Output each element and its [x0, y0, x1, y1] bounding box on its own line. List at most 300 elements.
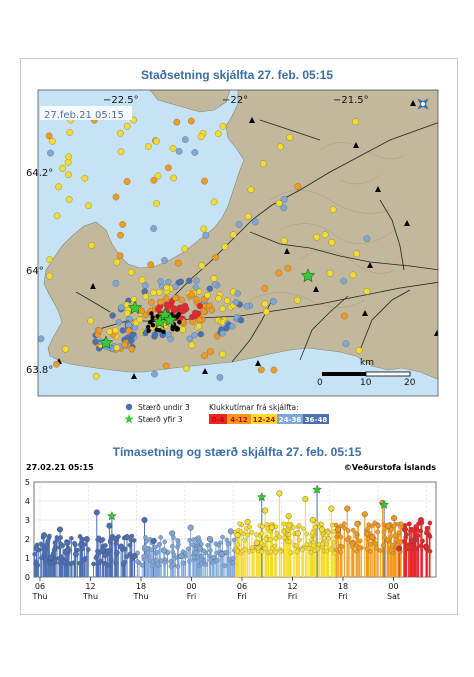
chart-point — [84, 536, 90, 542]
chart-point — [368, 542, 372, 546]
quake-marker — [124, 310, 130, 316]
quake-marker — [277, 144, 283, 150]
quake-marker — [128, 269, 134, 275]
chart-point — [345, 538, 349, 542]
chart-point — [346, 528, 350, 532]
quake-marker — [59, 165, 65, 171]
quake-marker — [148, 262, 154, 268]
quake-marker — [151, 323, 155, 327]
chart-point — [245, 519, 251, 525]
legend-bin-label: 4-12 — [230, 416, 248, 424]
chart-point — [161, 548, 167, 554]
scale-unit: km — [360, 358, 374, 368]
quake-marker — [201, 353, 207, 359]
x-tick-day: Fri — [186, 592, 197, 601]
chart-point — [80, 538, 84, 542]
chart-point — [220, 535, 224, 539]
chart-point — [132, 538, 136, 542]
chart-point — [414, 546, 418, 550]
quake-marker — [356, 347, 362, 353]
quake-marker — [276, 200, 282, 206]
chart-point — [73, 551, 79, 557]
chart-point — [128, 543, 132, 547]
chart-point — [287, 532, 291, 536]
quake-marker — [294, 297, 300, 303]
chart-point — [146, 550, 150, 554]
quake-marker — [146, 325, 150, 329]
quake-marker — [114, 345, 120, 351]
quake-marker — [53, 361, 59, 367]
quake-marker — [176, 148, 182, 154]
quake-marker — [112, 327, 118, 333]
quake-marker — [180, 327, 186, 333]
quake-marker — [164, 285, 170, 291]
chart-point — [188, 538, 192, 542]
quake-marker — [186, 278, 192, 284]
quake-marker — [276, 270, 282, 276]
quake-marker — [209, 307, 215, 313]
legend-size-over: Stærð yfir 3 — [138, 415, 183, 424]
chart-point — [191, 543, 195, 547]
chart-point — [113, 561, 117, 565]
chart-point — [376, 523, 380, 527]
chart-point — [339, 535, 343, 539]
chart-point — [91, 562, 95, 566]
quake-marker — [201, 309, 207, 315]
chart-point — [277, 535, 281, 539]
chart-point — [100, 548, 106, 554]
chart-point — [163, 540, 167, 544]
chart-point — [235, 549, 239, 553]
quake-marker — [165, 165, 171, 171]
chart-point — [366, 527, 370, 531]
chart-point — [55, 538, 59, 542]
chart-point — [340, 544, 344, 548]
chart-point — [199, 558, 203, 562]
chart-point — [199, 562, 203, 566]
chart-point — [114, 542, 118, 546]
chart-point — [310, 517, 316, 523]
chart-point — [354, 521, 360, 527]
chart-point — [391, 543, 395, 547]
quake-marker — [248, 187, 254, 193]
chart-point — [332, 540, 336, 544]
chart-point — [310, 531, 314, 535]
chart-point — [43, 557, 47, 561]
chart-point — [294, 544, 298, 548]
quake-marker — [139, 277, 145, 283]
chart-point — [378, 548, 382, 552]
quake-marker — [189, 342, 195, 348]
chart-point — [418, 517, 424, 523]
quake-marker — [66, 196, 72, 202]
chart-point — [65, 548, 69, 552]
chart-point — [108, 539, 112, 543]
quake-marker — [207, 286, 213, 292]
quake-marker — [219, 351, 225, 357]
quake-marker — [211, 199, 217, 205]
y-tick-label: 0 — [24, 573, 30, 582]
chart-point — [107, 523, 113, 529]
chart-point — [260, 531, 264, 535]
chart-point — [181, 561, 185, 565]
quake-marker — [170, 175, 176, 181]
quake-marker — [65, 159, 71, 165]
chart-point — [86, 547, 90, 551]
chart-point — [254, 532, 258, 536]
chart-point — [297, 538, 301, 542]
chart-point — [179, 553, 185, 559]
x-tick-time: 06 — [34, 582, 46, 591]
chart-point — [59, 555, 63, 559]
quake-marker — [116, 319, 122, 325]
chart-point — [176, 542, 180, 546]
quake-marker — [146, 329, 150, 333]
chart-point — [97, 536, 101, 540]
chart-point — [169, 531, 175, 537]
quake-marker — [262, 301, 268, 307]
chart-header-right: ©Veðurstofa Íslands — [343, 463, 436, 472]
chart-point — [39, 556, 43, 560]
quake-marker — [163, 363, 169, 369]
chart-point — [135, 559, 139, 563]
chart-point — [163, 560, 167, 564]
quake-marker — [89, 242, 95, 248]
chart-point — [207, 554, 211, 558]
quake-marker — [211, 275, 217, 281]
lon-label: −22° — [222, 95, 249, 106]
y-tick-label: 3 — [24, 516, 30, 525]
quake-marker — [183, 365, 189, 371]
quake-marker — [131, 296, 137, 302]
chart-point — [123, 560, 127, 564]
quake-marker — [143, 294, 149, 300]
quake-marker — [161, 257, 167, 263]
chart-point — [324, 549, 328, 553]
chart-point — [170, 544, 174, 548]
chart-point — [307, 547, 311, 551]
chart-point — [396, 546, 402, 552]
chart-point — [389, 548, 393, 552]
quake-marker — [198, 331, 204, 337]
quake-marker — [213, 254, 219, 260]
chart-point — [81, 547, 85, 551]
chart-point — [327, 537, 331, 541]
quake-marker — [181, 246, 187, 252]
quake-marker — [343, 341, 349, 347]
quake-marker — [157, 299, 163, 305]
chart-point — [342, 526, 346, 530]
quake-marker — [244, 303, 250, 309]
chart-point — [78, 542, 82, 546]
chart-point — [36, 563, 40, 567]
x-tick-time: 00 — [388, 582, 399, 591]
quake-marker — [117, 130, 123, 136]
chart-point — [342, 522, 346, 526]
quake-marker — [130, 332, 136, 338]
chart-point — [260, 550, 264, 554]
quake-marker — [170, 145, 176, 151]
chart-point — [130, 534, 134, 538]
chart-point — [70, 561, 74, 565]
x-tick-time: 12 — [287, 582, 298, 591]
chart-point — [53, 544, 57, 548]
chart-point — [313, 548, 317, 552]
quake-marker — [271, 367, 277, 373]
x-tick-day: Thu — [32, 592, 48, 601]
quake-marker — [149, 311, 153, 315]
quake-marker — [118, 149, 124, 155]
quake-marker — [258, 367, 264, 373]
chart-point — [274, 550, 278, 554]
quake-marker — [148, 299, 154, 305]
chart-point — [410, 538, 416, 544]
y-axis-ticks — [25, 478, 30, 582]
lon-label: −22.5° — [103, 95, 139, 106]
chart-point — [339, 550, 343, 554]
chart-point — [350, 542, 354, 546]
chart-point — [109, 558, 113, 562]
chart-point — [269, 550, 273, 554]
chart-point — [118, 544, 124, 550]
quake-marker — [287, 134, 293, 140]
chart-point — [392, 523, 396, 527]
chart-point — [57, 527, 63, 533]
chart-point — [391, 515, 397, 521]
quake-marker — [161, 330, 165, 334]
quake-marker — [341, 313, 347, 319]
chart-point — [214, 551, 218, 555]
quake-marker — [153, 138, 159, 144]
chart-point — [204, 562, 208, 566]
quake-marker — [330, 206, 336, 212]
chart-point — [319, 527, 325, 533]
chart-header-left: 27.02.21 05:15 — [26, 463, 94, 472]
quake-marker — [139, 308, 145, 314]
chart-point — [325, 542, 329, 546]
quake-marker — [229, 323, 235, 329]
chart-point — [187, 559, 191, 563]
chart-point — [326, 530, 330, 534]
chart-point — [397, 530, 401, 534]
quake-marker — [158, 328, 162, 332]
chart-point — [354, 531, 358, 535]
chart-point — [393, 533, 397, 537]
quake-marker — [220, 331, 226, 337]
quake-marker — [364, 235, 370, 241]
chart-point — [225, 538, 229, 542]
quake-marker — [285, 265, 291, 271]
quake-marker — [66, 154, 72, 160]
chart-point — [268, 538, 272, 542]
quake-marker — [193, 296, 199, 302]
quake-marker — [38, 336, 44, 342]
x-tick-time: 06 — [236, 582, 248, 591]
x-tick-time: 00 — [186, 582, 197, 591]
chart-point — [176, 564, 180, 568]
quake-marker — [216, 295, 222, 301]
chart-point — [77, 561, 81, 565]
chart-title: Tímasetning og stærð skjálfta 27. feb. 05:15 — [112, 445, 362, 459]
chart-point — [404, 532, 408, 536]
quake-marker — [193, 285, 199, 291]
chart-point — [269, 525, 275, 531]
chart-point — [246, 533, 250, 537]
chart-point — [142, 554, 146, 558]
legend-dot-icon — [126, 404, 132, 410]
x-tick-day: Fri — [237, 592, 247, 601]
quake-marker — [46, 256, 52, 262]
quake-marker — [281, 238, 287, 244]
chart-point — [132, 553, 138, 559]
quake-marker — [353, 251, 359, 257]
quake-marker — [47, 273, 53, 279]
chart-point — [358, 539, 362, 543]
timeline-chart — [0, 458, 474, 608]
chart-point — [288, 540, 292, 544]
legend-bins — [209, 414, 329, 424]
y-tick-label: 5 — [24, 478, 30, 487]
legend-hours-title: Klukkutímar frá skjálfta: — [209, 403, 299, 412]
chart-point — [243, 538, 247, 542]
chart-point — [303, 496, 309, 502]
chart-point — [219, 551, 225, 557]
chart-point — [300, 548, 304, 552]
chart-point — [243, 547, 247, 551]
chart-point — [108, 549, 112, 553]
quake-marker — [192, 149, 198, 155]
quake-marker — [153, 200, 159, 206]
chart-point — [428, 521, 432, 525]
chart-point — [425, 529, 429, 533]
chart-point — [335, 527, 341, 533]
quake-marker — [171, 327, 175, 331]
quake-marker — [187, 336, 193, 342]
chart-point — [381, 543, 385, 547]
quake-marker — [233, 299, 239, 305]
quake-marker — [199, 263, 205, 269]
quake-marker — [217, 374, 223, 380]
x-tick-day: Fri — [338, 592, 348, 601]
quake-marker — [295, 183, 301, 189]
quake-marker — [151, 177, 157, 183]
chart-point — [301, 527, 305, 531]
chart-point — [279, 549, 283, 553]
quake-marker — [124, 123, 130, 129]
quake-marker — [177, 320, 181, 324]
chart-point — [208, 548, 212, 552]
quake-marker — [137, 317, 143, 323]
chart-point — [370, 534, 376, 540]
chart-point — [420, 539, 424, 543]
y-tick-label: 1 — [24, 554, 30, 563]
quake-marker — [252, 219, 258, 225]
quake-marker — [151, 290, 157, 296]
chart-point — [320, 522, 324, 526]
chart-point — [159, 535, 163, 539]
chart-point — [265, 522, 269, 526]
quake-marker — [110, 313, 116, 319]
quake-marker — [96, 327, 102, 333]
quake-marker — [175, 260, 181, 266]
quake-marker — [118, 305, 124, 311]
chart-point — [295, 531, 301, 537]
chart-point — [329, 547, 333, 551]
quake-marker — [156, 289, 162, 295]
chart-point — [354, 549, 358, 553]
chart-point — [399, 522, 403, 526]
quake-marker — [236, 221, 242, 227]
chart-point — [94, 510, 100, 516]
chart-point — [277, 491, 283, 497]
chart-point — [142, 517, 148, 523]
map-title: Staðsetning skjálfta 27. feb. 05:15 — [140, 68, 334, 82]
chart-point — [322, 536, 326, 540]
chart-point — [188, 525, 194, 531]
x-tick-time: 18 — [135, 582, 147, 591]
chart-point — [389, 534, 393, 538]
legend-bin-label: 24-36 — [278, 416, 302, 424]
quake-marker — [197, 317, 203, 323]
quake-marker — [341, 278, 347, 284]
chart-point — [304, 532, 308, 536]
lat-label: 64° — [26, 266, 44, 277]
quake-marker — [107, 329, 113, 335]
chart-point — [33, 552, 37, 556]
quake-marker — [46, 133, 52, 139]
chart-point — [244, 527, 248, 531]
chart-point — [320, 542, 324, 546]
quake-marker — [327, 270, 333, 276]
chart-point — [169, 564, 173, 568]
chart-point — [254, 540, 260, 546]
quake-marker — [145, 143, 151, 149]
chart-point — [362, 512, 368, 518]
legend-bin-label: 0-4 — [211, 416, 225, 424]
quake-marker — [212, 281, 218, 287]
chart-point — [194, 551, 198, 555]
quake-marker — [88, 318, 94, 324]
chart-point — [231, 556, 235, 560]
chart-point — [330, 523, 334, 527]
chart-point — [197, 546, 203, 552]
quake-marker — [150, 225, 156, 231]
chart-point — [155, 550, 159, 554]
y-tick-label: 2 — [24, 535, 30, 544]
chart-point — [281, 522, 285, 526]
chart-point — [402, 527, 408, 533]
quake-marker — [62, 346, 68, 352]
quake-marker — [165, 279, 171, 285]
quake-marker — [224, 298, 230, 304]
quake-marker — [178, 305, 184, 311]
chart-point — [69, 536, 73, 540]
chart-point — [63, 560, 67, 564]
quake-marker — [158, 278, 164, 284]
quake-marker — [126, 322, 132, 328]
quake-marker — [215, 131, 221, 137]
chart-point — [311, 544, 315, 548]
chart-point — [367, 523, 371, 527]
legend-bin-label: 36-48 — [304, 416, 328, 424]
quake-marker — [122, 342, 128, 348]
chart-point — [262, 508, 268, 514]
chart-point — [282, 535, 286, 539]
quake-marker — [329, 239, 335, 245]
scale-tick: 10 — [360, 378, 372, 388]
quake-marker — [188, 118, 194, 124]
chart-point — [106, 563, 110, 567]
